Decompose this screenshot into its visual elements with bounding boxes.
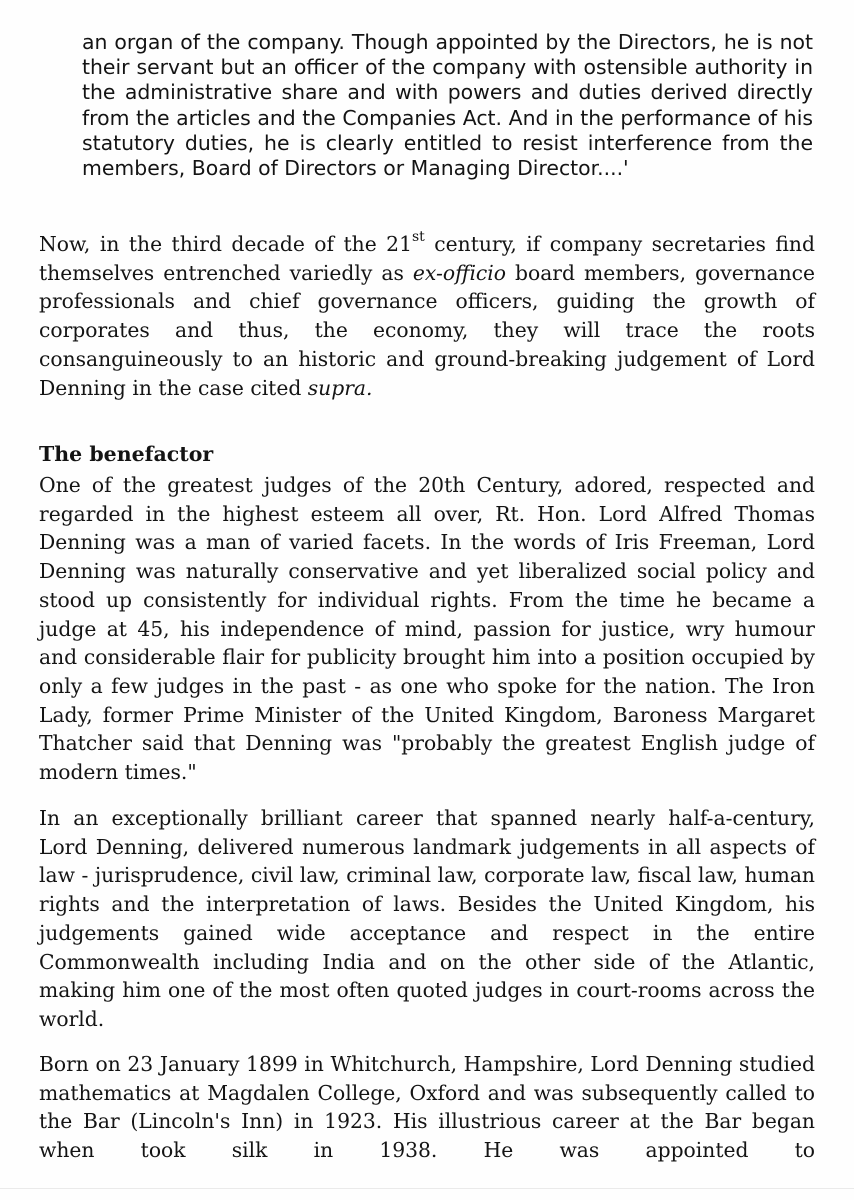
- page-bottom-edge: [0, 1188, 854, 1189]
- intro-italic-ex-officio: ex-officio: [412, 260, 506, 285]
- intro-text-3: board members, governance professionals and chief governance officers, guiding the growth of corporates and thus, the economy, they will trace the roots consanguineously to an historic and ground-breaking judgement of Lord Denning in the case cited: [39, 260, 815, 400]
- paragraph-career: In an exceptionally brilliant career that spanned nearly half-a-century, Lord Denning, delivered numerous landmark judgements in all aspects of law - jurisprudence, civil law, criminal law, corporate law, fiscal law, human rights and the interpretation of laws. Besides the United Kingdom, his judgements gained wide acceptance and respect in the entire Commonwealth including India and on the other side of the Atlantic, making him one of the most often quoted judges in court-rooms across the world.: [39, 806, 815, 1031]
- ordinal-superscript: st: [411, 229, 425, 246]
- paragraph-biography: Born on 23 January 1899 in Whitchurch, Hampshire, Lord Denning studied mathematics at Magdalen College, Oxford and was subsequently called to the Bar (Lincoln's Inn) in 1923. His illustrious career at the Bar began when took silk in 1938. He was appointed to: [39, 1052, 815, 1163]
- block-quote: an organ of the company. Though appointed by the Directors, he is not their servant but an officer of the company with ostensible authority in the administrative share and with powers and duties derived directly from the articles and the Companies Act. And in the performance of his statutory duties, he is clearly entitled to resist interference from the members, Board of Directors or Managing Director....': [82, 30, 813, 181]
- intro-text-2: century, if company secretaries find themselves entrenched variedly as: [39, 232, 815, 285]
- intro-italic-supra: supra.: [307, 375, 373, 400]
- section-heading: The benefactor: [39, 442, 214, 466]
- paragraph-benefactor: One of the greatest judges of the 20th Century, adored, respected and regarded in the highest esteem all over, Rt. Hon. Lord Alfred Thomas Denning was a man of varied facets. In the words of Iris Freeman, Lord Denning was naturally conservative and yet liberalized social policy and stood up consistently for individual rights. From the time he became a judge at 45, his independence of mind, passion for justice, wry humour and considerable flair for publicity brought him into a position occupied by only a few judges in the past - as one who spoke for the nation. The Iron Lady, former Prime Minister of the United Kingdom, Baroness Margaret Thatcher said that Denning was "probably the greatest English judge of modern times.": [39, 473, 815, 785]
- intro-text-1: Now, in the third decade of the 21: [39, 232, 412, 256]
- intro-paragraph: [39, 230, 815, 402]
